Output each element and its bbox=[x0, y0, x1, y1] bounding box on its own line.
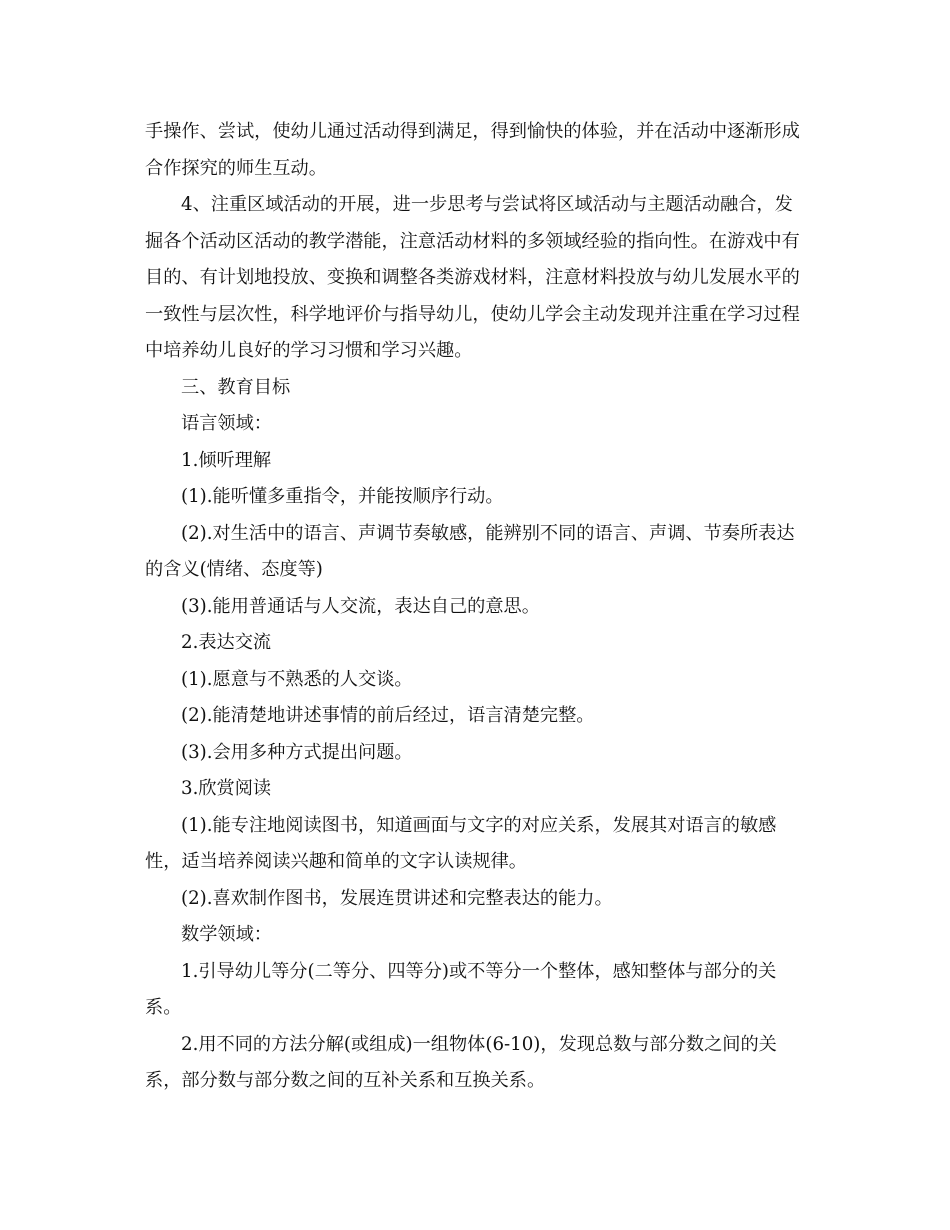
list-item: (1).能听懂多重指令，并能按顺序行动。 bbox=[181, 486, 504, 507]
document-body bbox=[145, 114, 810, 1100]
list-item: 2.用不同的方法分解(或组成)一组物体(6-10)，发现总数与部分数之间的关系，部分数与部分数之间的互补关系和互换关系。 bbox=[145, 1033, 777, 1091]
item-heading: 1.倾听理解 bbox=[181, 449, 272, 471]
paragraph: 4、注重区域活动的开展，进一步思考与尝试将区域活动与主题活动融合，发掘各个活动区活动的教学潜能，注意活动材料的多领域经验的指向性。在游戏中有目的、有计划地投放、变换和调整各类游戏材料，注意材料投放与幼儿发展水平的一致性与层次性，科学地评价与指导幼儿，使幼儿学会主动发现并注重在学习过程中培养幼儿良好的学习习惯和学习兴趣。 bbox=[145, 194, 800, 361]
list-item: (3).能用普通话与人交流，表达自己的意思。 bbox=[181, 595, 540, 617]
list-item: (2).能清楚地讲述事情的前后经过，语言清楚完整。 bbox=[181, 705, 595, 726]
list-item: (2).喜欢制作图书，发展连贯讲述和完整表达的能力。 bbox=[181, 887, 613, 909]
list-item: (3).会用多种方式提出问题。 bbox=[181, 741, 413, 763]
item-heading: 3.欣赏阅读 bbox=[181, 778, 272, 799]
list-item: (2).对生活中的语言、声调节奏敏感，能辨别不同的语言、声调、节奏所表达的含义(情绪、态度等) bbox=[145, 522, 795, 580]
subsection-heading: 语言领域： bbox=[181, 413, 272, 434]
item-heading: 2.表达交流 bbox=[181, 632, 272, 653]
list-item: (1).愿意与不熟悉的人交谈。 bbox=[181, 668, 413, 690]
list-item: (1).能专注地阅读图书，知道画面与文字的对应关系，发展其对语言的敏感性，适当培养阅读兴趣和简单的文字认读规律。 bbox=[145, 814, 777, 872]
subsection-heading: 数学领域： bbox=[181, 924, 272, 945]
section-heading: 三、教育目标 bbox=[181, 376, 291, 398]
paragraph: 手操作、尝试，使幼儿通过活动得到满足，得到愉快的体验，并在活动中逐渐形成合作探究的师生互动。 bbox=[145, 121, 800, 179]
list-item: 1.引导幼儿等分(二等分、四等分)或不等分一个整体，感知整体与部分的关系。 bbox=[145, 960, 777, 1018]
